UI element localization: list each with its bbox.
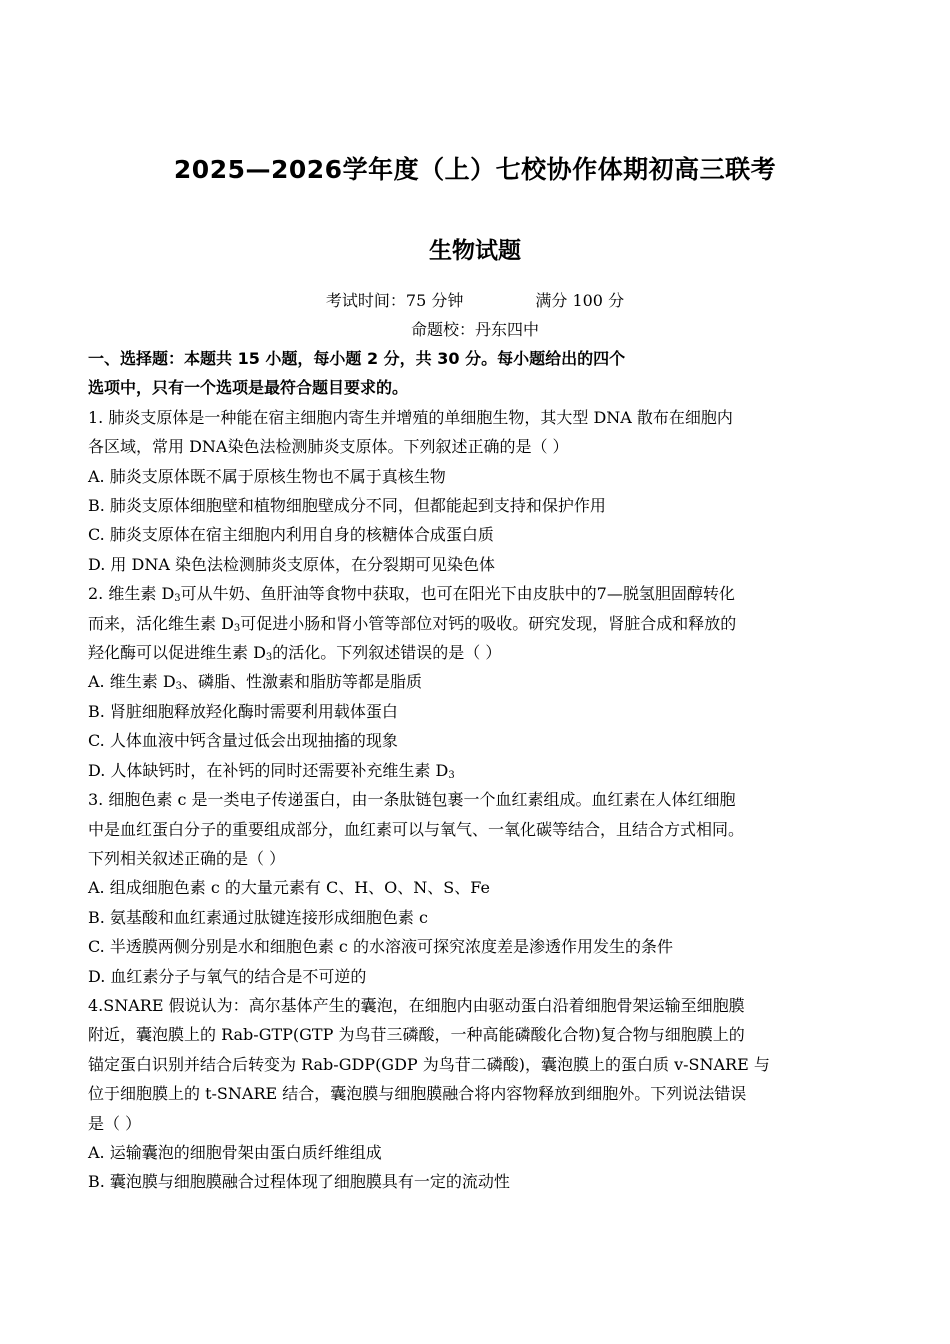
subscript: 3 xyxy=(174,593,181,605)
option-b: B. 氨基酸和血红素通过肽键连接形成细胞色素 c xyxy=(88,907,428,927)
option-text: 、磷脂、性激素和脂肪等都是脂质 xyxy=(182,672,423,692)
section-heading-line: 一、选择题：本题共 15 小题，每小题 2 分，共 30 分。每小题给出的四个 xyxy=(88,349,626,368)
stem-text: 的活化。下列叙述错误的是（ ） xyxy=(272,643,502,663)
option-b: B. 囊泡膜与细胞膜融合过程体现了细胞膜具有一定的流动性 xyxy=(88,1172,510,1192)
question-stem-line: 1. 肺炎支原体是一种能在宿主细胞内寄生并增殖的单细胞生物，其大型 DNA 散布在细胞内 xyxy=(88,407,733,427)
option-a: A. 肺炎支原体既不属于原核生物也不属于真核生物 xyxy=(88,466,446,486)
exam-content xyxy=(88,344,868,1197)
option-a xyxy=(88,667,868,696)
option-text: D. 人体缺钙时，在补钙的同时还需要补充维生素 D xyxy=(88,760,449,780)
stem-text: 可促进小肠和肾小管等部位对钙的吸收。研究发现，肾脏合成和释放的 xyxy=(240,613,737,633)
subscript: 3 xyxy=(175,681,183,693)
subscript: 3 xyxy=(265,652,273,664)
stem-text: 而来，活化维生素 D xyxy=(88,613,234,633)
question-stem-line: 下列相关叙述正确的是（ ） xyxy=(88,848,286,868)
question-2 xyxy=(88,579,868,785)
question-stem-line: 位于细胞膜上的 t-SNARE 结合，囊泡膜与细胞膜融合将内容物释放到细胞外。下列说法错误 xyxy=(88,1084,747,1104)
question-stem-line: 3. 细胞色素 c 是一类电子传递蛋白，由一条肽链包裹一个血红素组成。血红素在人体红细胞 xyxy=(88,790,736,810)
section-heading-line: 选项中，只有一个选项是最符合题目要求的。 xyxy=(88,378,409,398)
exam-full-score: 满分 100 分 xyxy=(535,291,625,310)
question-stem-line: 中是血红蛋白分子的重要组成部分，血红素可以与氧气、一氧化碳等结合，且结合方式相同。 xyxy=(88,819,745,839)
option-d xyxy=(88,756,868,785)
subscript: 3 xyxy=(448,769,455,781)
question-stem-line xyxy=(88,609,868,638)
option-b: B. 肺炎支原体细胞壁和植物细胞壁成分不同，但都能起到支持和保护作用 xyxy=(88,496,606,516)
option-a: A. 组成细胞色素 c 的大量元素有 C、H、O、N、S、Fe xyxy=(88,878,490,898)
section-heading xyxy=(88,344,868,403)
question-stem-line xyxy=(88,638,868,667)
exam-school: 命题校：丹东四中 xyxy=(410,320,539,339)
option-d: D. 用 DNA 染色法检测肺炎支原体，在分裂期可见染色体 xyxy=(88,554,495,574)
exam-info-line xyxy=(0,288,950,311)
option-d: D. 血红素分子与氧气的结合是不可逆的 xyxy=(88,966,367,986)
exam-time: 考试时间：75 分钟 xyxy=(325,291,464,310)
question-stem-line: 各区域，常用 DNA染色法检测肺炎支原体。下列叙述正确的是（ ） xyxy=(88,437,569,457)
option-text: A. 维生素 D xyxy=(88,672,176,692)
exam-title: 2025—2026学年度（上）七校协作体期初高三联考 xyxy=(173,155,777,184)
question-stem-line: 是（ ） xyxy=(88,1113,142,1133)
exam-subject: 生物试题 xyxy=(429,238,521,264)
question-stem-line: 4.SNARE 假说认为：高尔基体产生的囊泡，在细胞内由驱动蛋白沿着细胞骨架运输至细胞膜 xyxy=(88,995,745,1015)
subscript: 3 xyxy=(233,622,241,634)
option-c: C. 肺炎支原体在宿主细胞内利用自身的核糖体合成蛋白质 xyxy=(88,525,494,545)
question-stem-line xyxy=(88,579,868,608)
option-b: B. 肾脏细胞释放羟化酶时需要利用载体蛋白 xyxy=(88,701,398,721)
stem-text: 2. 维生素 D xyxy=(88,584,175,604)
option-c: C. 人体血液中钙含量过低会出现抽搐的现象 xyxy=(88,731,398,751)
question-1 xyxy=(88,403,868,579)
option-c: C. 半透膜两侧分别是水和细胞色素 c 的水溶液可探究浓度差是渗透作用发生的条件 xyxy=(88,937,673,957)
question-stem-line: 锚定蛋白识别并结合后转变为 Rab-GDP(GDP 为鸟苷二磷酸)，囊泡膜上的蛋白质 v-SNARE 与 xyxy=(88,1054,770,1074)
option-a: A. 运输囊泡的细胞骨架由蛋白质纤维组成 xyxy=(88,1142,382,1162)
question-4 xyxy=(88,991,868,1197)
question-3 xyxy=(88,785,868,991)
stem-text: 羟化酶可以促进维生素 D xyxy=(88,643,266,663)
question-stem-line: 附近，囊泡膜上的 Rab-GTP(GTP 为鸟苷三磷酸，一种高能磷酸化合物)复合物与细胞膜上的 xyxy=(88,1025,745,1045)
stem-text: 可从牛奶、鱼肝油等食物中获取，也可在阳光下由皮肤中的7—脱氢胆固醇转化 xyxy=(180,584,735,604)
